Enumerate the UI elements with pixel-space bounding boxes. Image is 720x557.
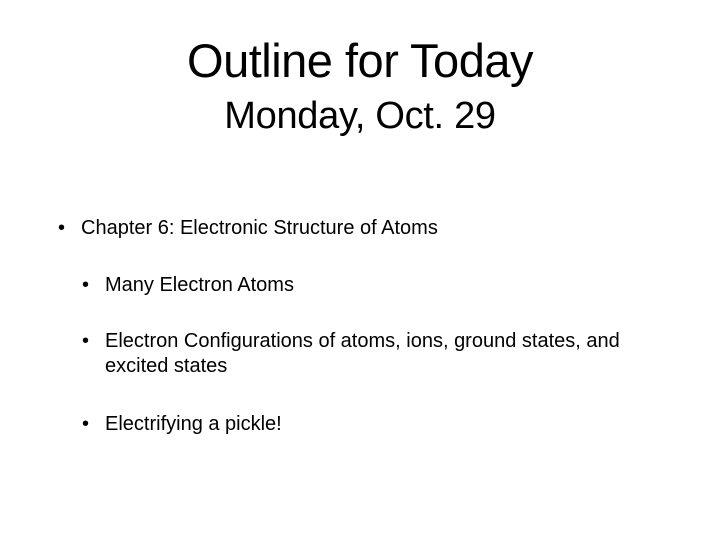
bullet-icon: • [58,217,66,239]
bullet-item [82,329,665,379]
slide-title: Outline for Today [187,34,533,87]
bullet-text: Chapter 6: Electronic Structure of Atoms [81,217,438,239]
bullet-text: Many Electron Atoms [105,274,294,296]
bullet-text: Electrifying a pickle! [105,413,282,435]
bullet-item [58,216,681,241]
bullet-icon: • [82,413,90,435]
bullet-item [82,412,665,437]
slide-subtitle: Monday, Oct. 29 [224,95,496,137]
bullet-icon: • [82,274,90,296]
bullet-text: Electron Configurations of atoms, ions, ground states, and excited states [105,330,620,377]
bullet-icon: • [82,330,90,352]
bullet-item [82,273,665,298]
